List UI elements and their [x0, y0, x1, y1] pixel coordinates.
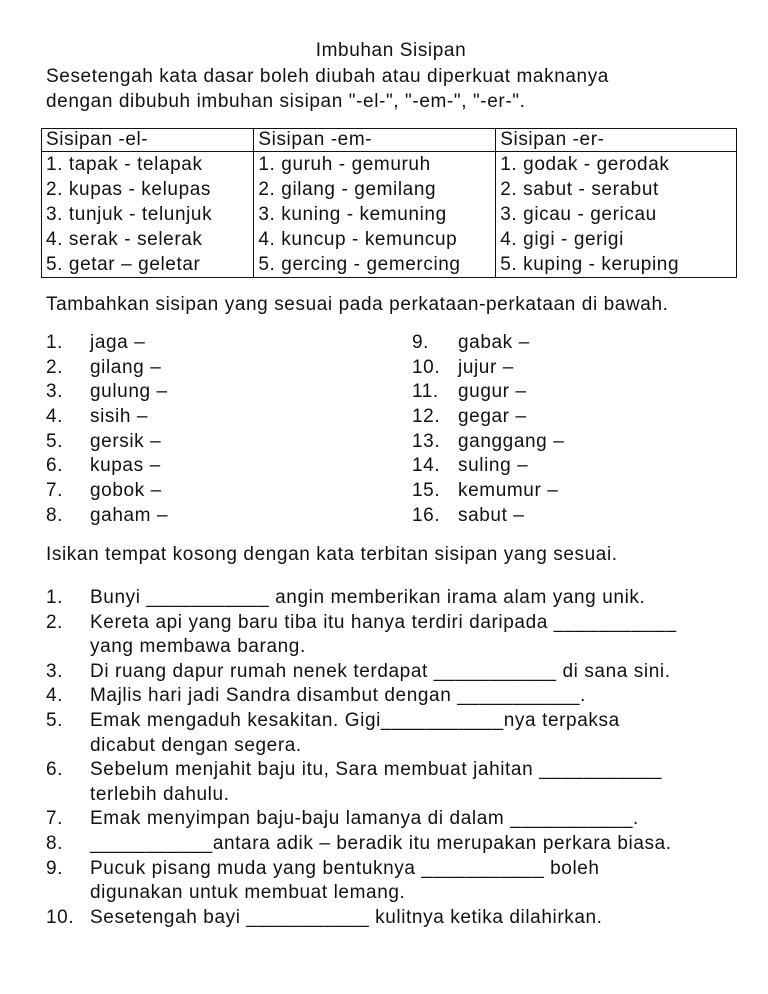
item-word: sabut – [458, 504, 525, 526]
table-header-row [42, 129, 737, 152]
item-word: gugur – [458, 381, 527, 403]
intro-paragraph [46, 64, 746, 114]
sentence-text: ___________antara adik – beradik itu merupakan perkara biasa. [90, 832, 672, 854]
item-number: 6. [46, 455, 64, 477]
list-item [46, 405, 168, 430]
item-number: 1. [46, 587, 64, 608]
list-item [46, 684, 746, 709]
table-entry: 4. gigi - gerigi [500, 229, 624, 250]
sentence-text: Kereta api yang baru tiba itu hanya terdiri daripada ___________ yang membawa barang. [90, 611, 677, 658]
list-item [46, 832, 746, 857]
list-item [46, 504, 168, 529]
item-number: 10. [46, 906, 75, 928]
table-entry: 5. gercing - gemercing [258, 254, 461, 275]
item-number: 4. [46, 685, 64, 707]
list-item [412, 356, 564, 381]
word-list-section [46, 331, 746, 531]
list-item [46, 857, 746, 906]
item-number: 6. [46, 759, 64, 781]
table-entry: 1. guruh - gemuruh [258, 154, 431, 175]
item-number: 5. [46, 709, 64, 731]
table-header-el: Sisipan -el- [42, 129, 254, 152]
sentence-text: Sesetengah bayi ___________ kulitnya ketika dilahirkan. [90, 906, 603, 928]
item-word: gaham – [90, 504, 169, 526]
table-entry: 3. tunjuk - telunjuk [46, 204, 213, 225]
list-item [46, 454, 168, 479]
table-entry: 2. sabut - serabut [500, 179, 659, 200]
table-header-er: Sisipan -er- [496, 129, 737, 152]
list-item [46, 660, 746, 685]
table-entry: 2. gilang - gemilang [258, 179, 437, 200]
word-list-left [46, 331, 168, 529]
item-number: 2. [46, 611, 64, 633]
sentence-text: Di ruang dapur rumah nenek terdapat ___________ di sana sini. [90, 660, 671, 682]
list-item [412, 430, 564, 455]
item-number: 9. [46, 857, 64, 879]
table-entry: 1. godak - gerodak [500, 154, 670, 175]
fill-in-section [46, 586, 746, 930]
item-word: gobok – [90, 480, 162, 502]
table-cell-em [254, 152, 496, 278]
list-item [46, 906, 746, 931]
item-number: 13. [412, 430, 441, 452]
sentence-text: Emak menyimpan baju-baju lamanya di dalam ___________. [90, 808, 639, 830]
item-number: 8. [46, 504, 64, 526]
item-number: 8. [46, 832, 64, 854]
table-entry: 4. serak - selerak [46, 229, 203, 250]
list-item [412, 331, 564, 356]
list-item [46, 758, 746, 807]
item-number: 11. [412, 381, 439, 403]
item-number: 9. [412, 332, 430, 353]
item-word: kemumur – [458, 480, 559, 502]
sentence-text: Majlis hari jadi Sandra disambut dengan ___________. [90, 685, 586, 707]
table-entry: 2. kupas - kelupas [46, 179, 211, 200]
item-number: 10. [412, 356, 441, 378]
list-item [412, 454, 564, 479]
sentence-text: Bunyi ___________ angin memberikan irama alam yang unik. [90, 587, 646, 608]
table-cell-er [496, 152, 737, 278]
table-entry: 5. getar – geletar [46, 254, 201, 275]
sentence-text: Sebelum menjahit baju itu, Sara membuat jahitan ___________ terlebih dahulu. [90, 759, 662, 805]
item-word: suling – [458, 455, 529, 477]
item-number: 2. [46, 356, 64, 378]
list-item [412, 380, 564, 405]
item-word: gersik – [90, 430, 162, 452]
item-number: 3. [46, 660, 64, 682]
table-entry: 1. tapak - telapak [46, 154, 203, 175]
worksheet-page [46, 38, 746, 928]
list-item [412, 405, 564, 430]
item-word: ganggang – [458, 430, 565, 452]
instruction-fill-blanks: Isikan tempat kosong dengan kata terbitan sisipan yang sesuai. [46, 544, 618, 565]
item-number: 14. [412, 455, 441, 477]
item-number: 4. [46, 406, 64, 428]
list-item [46, 331, 168, 356]
table-cell-el [42, 152, 254, 278]
table-entry: 4. kuncup - kemuncup [258, 229, 458, 250]
page-title: Imbuhan Sisipan [315, 40, 467, 61]
sisipan-table [41, 128, 737, 278]
sentence-text: Pucuk pisang muda yang bentuknya ___________ boleh digunakan untuk membuat lemang. [90, 857, 600, 904]
item-number: 15. [412, 480, 441, 502]
table-header-em: Sisipan -em- [254, 129, 496, 152]
list-item [46, 807, 746, 832]
intro-line: Sesetengah kata dasar boleh diubah atau diperkuat maknanya [46, 66, 609, 87]
item-number: 1. [46, 332, 64, 353]
item-word: kupas – [90, 455, 161, 477]
table-entry: 3. kuning - kemuning [258, 204, 447, 225]
item-number: 16. [412, 504, 441, 526]
table-entry: 3. gicau - gericau [500, 204, 657, 225]
list-item [412, 479, 564, 504]
item-word: jujur – [458, 356, 514, 378]
list-item [46, 430, 168, 455]
table-entry: 5. kuping - keruping [500, 254, 680, 275]
list-item [46, 356, 168, 381]
instruction-add-sisipan: Tambahkan sisipan yang sesuai pada perkataan-perkataan di bawah. [46, 294, 669, 315]
list-item [46, 479, 168, 504]
list-item [46, 380, 168, 405]
list-item [46, 611, 746, 660]
item-number: 7. [46, 808, 64, 830]
word-list-right [412, 331, 564, 529]
sentence-text: Emak mengaduh kesakitan. Gigi___________nya terpaksa dicabut dengan segera. [90, 709, 620, 756]
item-word: gabak – [458, 332, 530, 353]
list-item [46, 709, 746, 758]
list-item [412, 504, 564, 529]
item-number: 7. [46, 480, 64, 502]
intro-line: dengan dibubuh imbuhan sisipan "-el-", "-em-", "-er-". [46, 91, 526, 112]
item-word: jaga – [90, 332, 146, 353]
list-item [46, 586, 746, 611]
item-word: sisih – [90, 406, 149, 428]
item-number: 5. [46, 430, 64, 452]
item-word: gegar – [458, 406, 527, 428]
item-number: 12. [412, 406, 441, 428]
item-word: gulung – [90, 381, 168, 403]
item-number: 3. [46, 381, 64, 403]
item-word: gilang – [90, 356, 162, 378]
table-body-row [42, 152, 737, 278]
